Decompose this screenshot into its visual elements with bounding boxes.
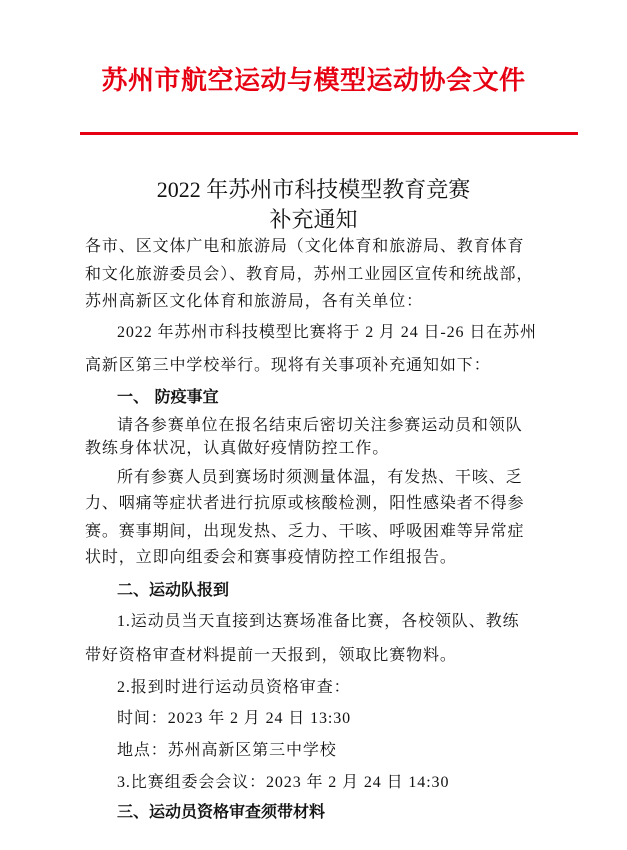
paragraph-line: 带好资格审查材料提前一天报到，领取比赛物料。 <box>85 647 457 664</box>
document-title-line1: 2022 年苏州市科技模型教育竞赛 <box>156 177 471 202</box>
paragraph-line: 请各参赛单位在报名结束后密切关注参赛运动员和领队 <box>117 417 523 434</box>
masthead-title: 苏州市航空运动与模型运动协会文件 <box>101 66 526 96</box>
place-line: 地点：苏州高新区第三中学校 <box>117 742 337 759</box>
recipients-line: 和文化旅游委员会）、教育局，苏州工业园区宣传和统战部， <box>85 266 534 283</box>
recipients-line: 苏州高新区文化体育和旅游局，各有关单位： <box>85 293 424 310</box>
paragraph-line: 1.运动员当天直接到达赛场准备比赛，各校领队、教练 <box>117 613 520 630</box>
paragraph-line: 赛。赛事期间，出现发热、乏力、干咳、呼吸困难等异常症 <box>85 523 525 540</box>
meeting-line: 3.比赛组委会会议：2023 年 2 月 24 日 14:30 <box>117 774 450 791</box>
section-heading-epidemic: 一、 防疫事宜 <box>117 387 219 406</box>
time-line: 时间：2023 年 2 月 24 日 13:30 <box>117 710 352 727</box>
masthead-red-rule <box>80 132 578 135</box>
section-heading-registration: 二、运动队报到 <box>117 580 230 599</box>
section-heading-materials: 三、运动员资格审查须带材料 <box>117 802 326 821</box>
document-title-line2: 补充通知 <box>269 207 358 232</box>
recipients-line: 各市、区文体广电和旅游局（文化体育和旅游局、教育体育 <box>85 238 525 255</box>
intro-line: 高新区第三中学校举行。现将有关事项补充通知如下： <box>85 357 491 374</box>
paragraph-line: 2.报到时进行运动员资格审查： <box>117 679 351 696</box>
paragraph-line: 力、咽痛等症状者进行抗原或核酸检测，阳性感染者不得参 <box>85 495 525 512</box>
paragraph-line: 教练身体状况，认真做好疫情防控工作。 <box>85 440 390 457</box>
paragraph-line: 状时，立即向组委会和赛事疫情防控工作组报告。 <box>85 549 457 566</box>
intro-line: 2022 年苏州市科技模型比赛将于 2 月 24 日-26 日在苏州 <box>117 324 537 341</box>
paragraph-line: 所有参赛人员到赛场时须测量体温，有发热、干咳、乏 <box>117 469 523 486</box>
